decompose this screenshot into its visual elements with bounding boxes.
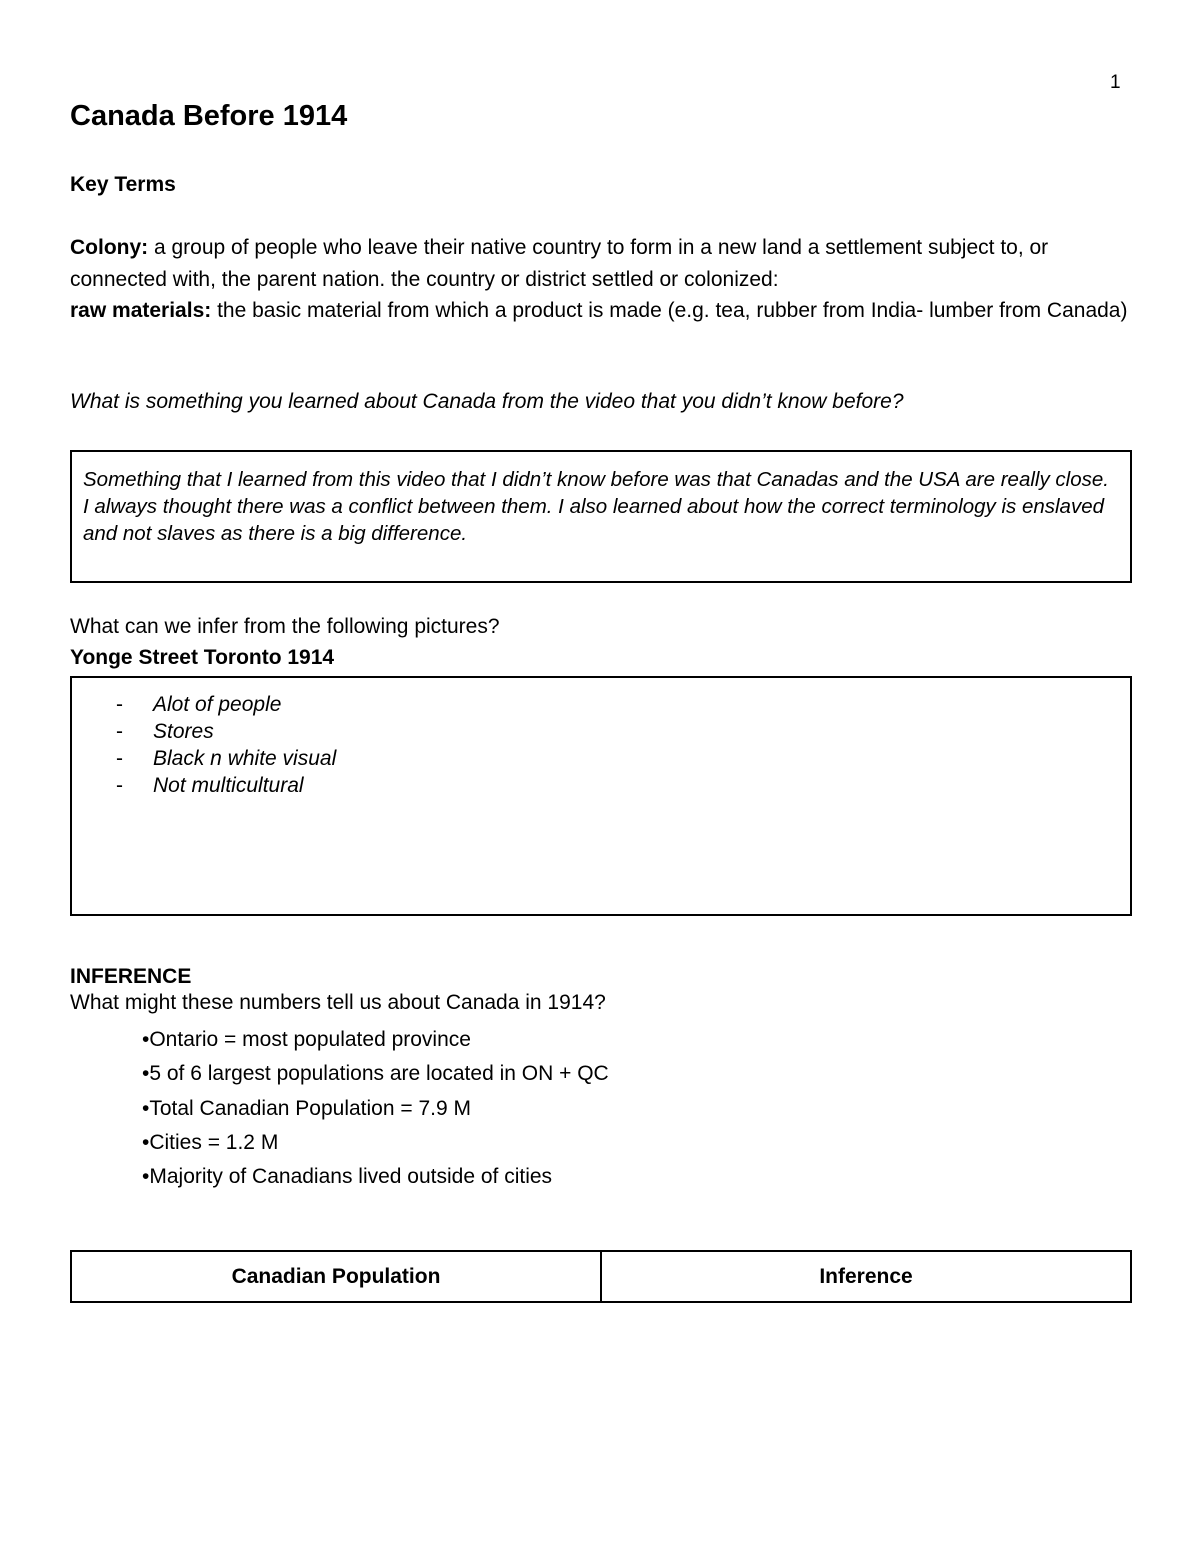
observation-text: Black n white visual [153,747,337,770]
page-title: Canada Before 1914 [70,100,348,132]
list-item [116,718,336,745]
definitions [70,232,1130,327]
definition-colony [70,232,1130,295]
list-dash: - [116,774,123,797]
list-dash: - [116,747,123,770]
video-answer-text: Something that I learned from this video that I didn’t know before was that Canadas and the USA are really close. I always thought there was a conflict between them. I also learned about how the correct terminology is enslaved and not slaves as there is a big difference. [83,468,1109,545]
observation-text: Not multicultural [153,774,304,797]
table-header-population: Canadian Population [71,1251,601,1302]
table-header-inference: Inference [601,1251,1131,1302]
list-dash: - [116,693,123,716]
list-item: •Total Canadian Population = 7.9 M [142,1096,471,1120]
observation-text: Alot of people [153,693,282,716]
list-dash: - [116,720,123,743]
list-item: •Ontario = most populated province [142,1028,471,1051]
list-item: •5 of 6 largest populations are located in ON + QC [142,1062,609,1086]
video-answer-box[interactable] [70,450,1132,583]
definition-term: Colony: [70,236,149,259]
definition-text: a group of people who leave their native country to form in a new land a settlement subject to, or connected with, the parent nation. the country or district settled or colonized: [70,236,1049,291]
video-question: What is something you learned about Canada from the video that you didn’t know before? [70,390,904,413]
pictures-question: What can we infer from the following pictures? [70,615,500,638]
list-item [116,691,336,718]
page-number: 1 [1110,72,1121,93]
list-item [116,745,336,772]
inference-question: What might these numbers tell us about Canada in 1914? [70,991,606,1014]
observation-list [116,691,336,799]
definition-text: the basic material from which a product is made (e.g. tea, rubber from India- lumber from Canada) [211,299,1128,322]
list-item: •Majority of Canadians lived outside of cities [142,1165,553,1189]
key-terms-heading: Key Terms [70,173,176,196]
inference-heading: INFERENCE [70,965,192,988]
photo-heading: Yonge Street Toronto 1914 [70,646,335,669]
definition-term: raw materials: [70,299,212,322]
list-item: •Cities = 1.2 M [142,1130,279,1154]
population-table [70,1250,1132,1303]
population-facts-list [142,1023,609,1194]
list-item [116,772,336,799]
observation-text: Stores [153,720,214,743]
table-header-row [71,1251,1131,1302]
definition-raw-materials [70,295,1130,327]
photo-answer-box[interactable] [70,676,1132,916]
